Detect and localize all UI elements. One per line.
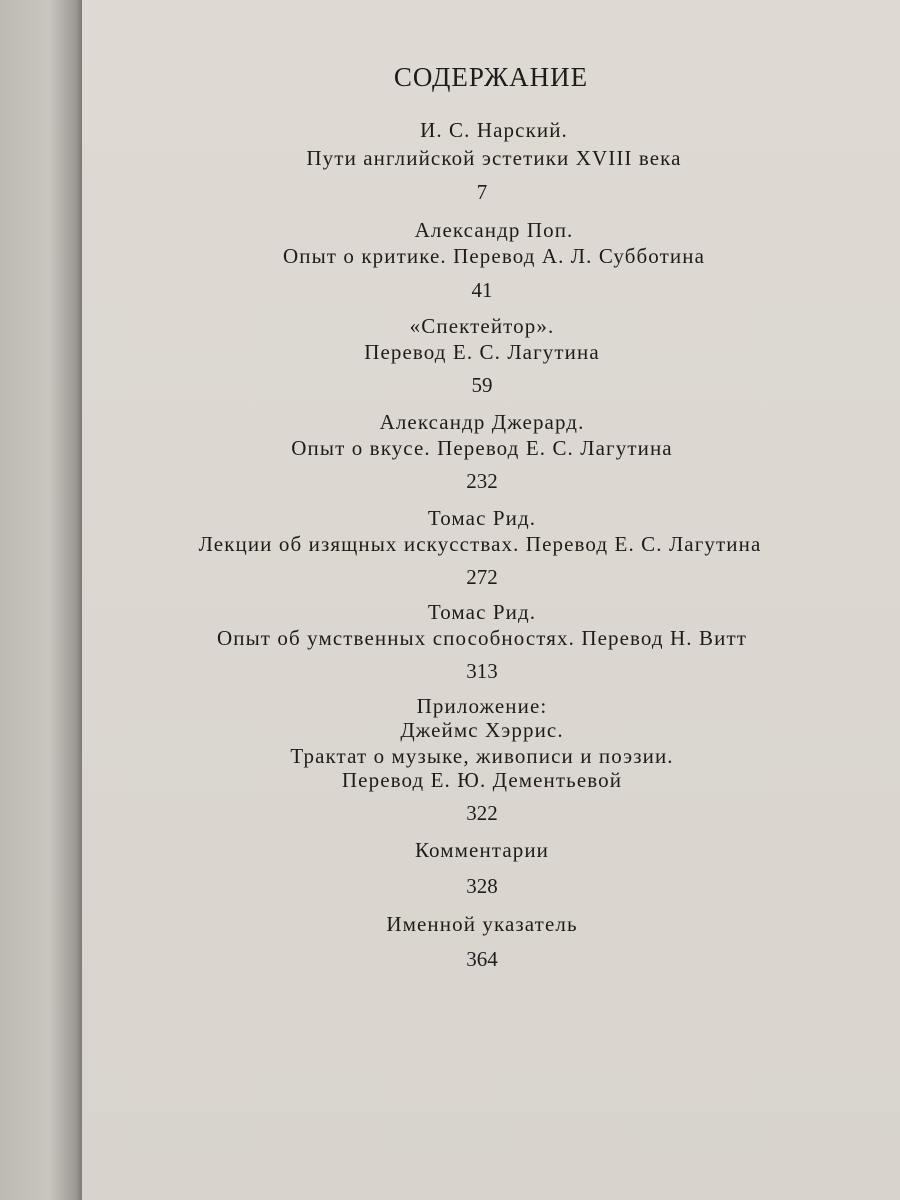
- toc-entry-5-author: Томас Рид.: [427, 506, 537, 530]
- toc-entry-6-page: 313: [466, 659, 498, 683]
- toc-entry-6-title: Опыт об умственных способностях. Перевод Н. Витт: [216, 626, 748, 650]
- toc-entry-1-page: 7: [476, 180, 488, 204]
- toc-entry-4-title: Опыт о вкусе. Перевод Е. С. Лагутина: [291, 436, 673, 460]
- toc-entry-6-author: Томас Рид.: [427, 600, 537, 624]
- toc-entry-7-translator: Перевод Е. Ю. Дементьевой: [341, 768, 623, 792]
- toc-entry-9-title: Именной указатель: [386, 912, 578, 936]
- toc-entry-1-author: И. С. Нарский.: [420, 118, 568, 142]
- toc-entry-2-title: Опыт о критике. Перевод А. Л. Субботина: [282, 244, 706, 268]
- toc-entry-7-author: Джеймс Хэррис.: [400, 718, 564, 742]
- book-gutter: [0, 0, 82, 1200]
- toc-entry-2-author: Александр Поп.: [414, 218, 574, 242]
- book-page: [82, 0, 900, 1200]
- toc-heading: СОДЕРЖАНИЕ: [393, 62, 589, 92]
- toc-entry-5-title: Лекции об изящных искусствах. Перевод Е. С. Лагутина: [198, 532, 762, 556]
- toc-entry-8-page: 328: [466, 874, 498, 898]
- toc-entry-7-page: 322: [466, 801, 498, 825]
- toc-entry-8-title: Комментарии: [414, 838, 550, 862]
- toc-entry-3-title: Перевод Е. С. Лагутина: [364, 340, 600, 364]
- toc-entry-4-page: 232: [466, 469, 498, 493]
- toc-entry-9-page: 364: [466, 947, 498, 971]
- toc-entry-3-author: «Спектейтор».: [409, 314, 555, 338]
- toc-entry-2-page: 41: [471, 278, 493, 302]
- toc-entry-5-page: 272: [466, 565, 498, 589]
- toc-entry-3-page: 59: [471, 373, 493, 397]
- toc-entry-7-label: Приложение:: [416, 694, 548, 718]
- toc-entry-7-title: Трактат о музыке, живописи и поэзии.: [290, 744, 674, 768]
- toc-entry-1-title: Пути английской эстетики XVIII века: [306, 146, 682, 170]
- toc-entry-4-author: Александр Джерард.: [379, 410, 585, 434]
